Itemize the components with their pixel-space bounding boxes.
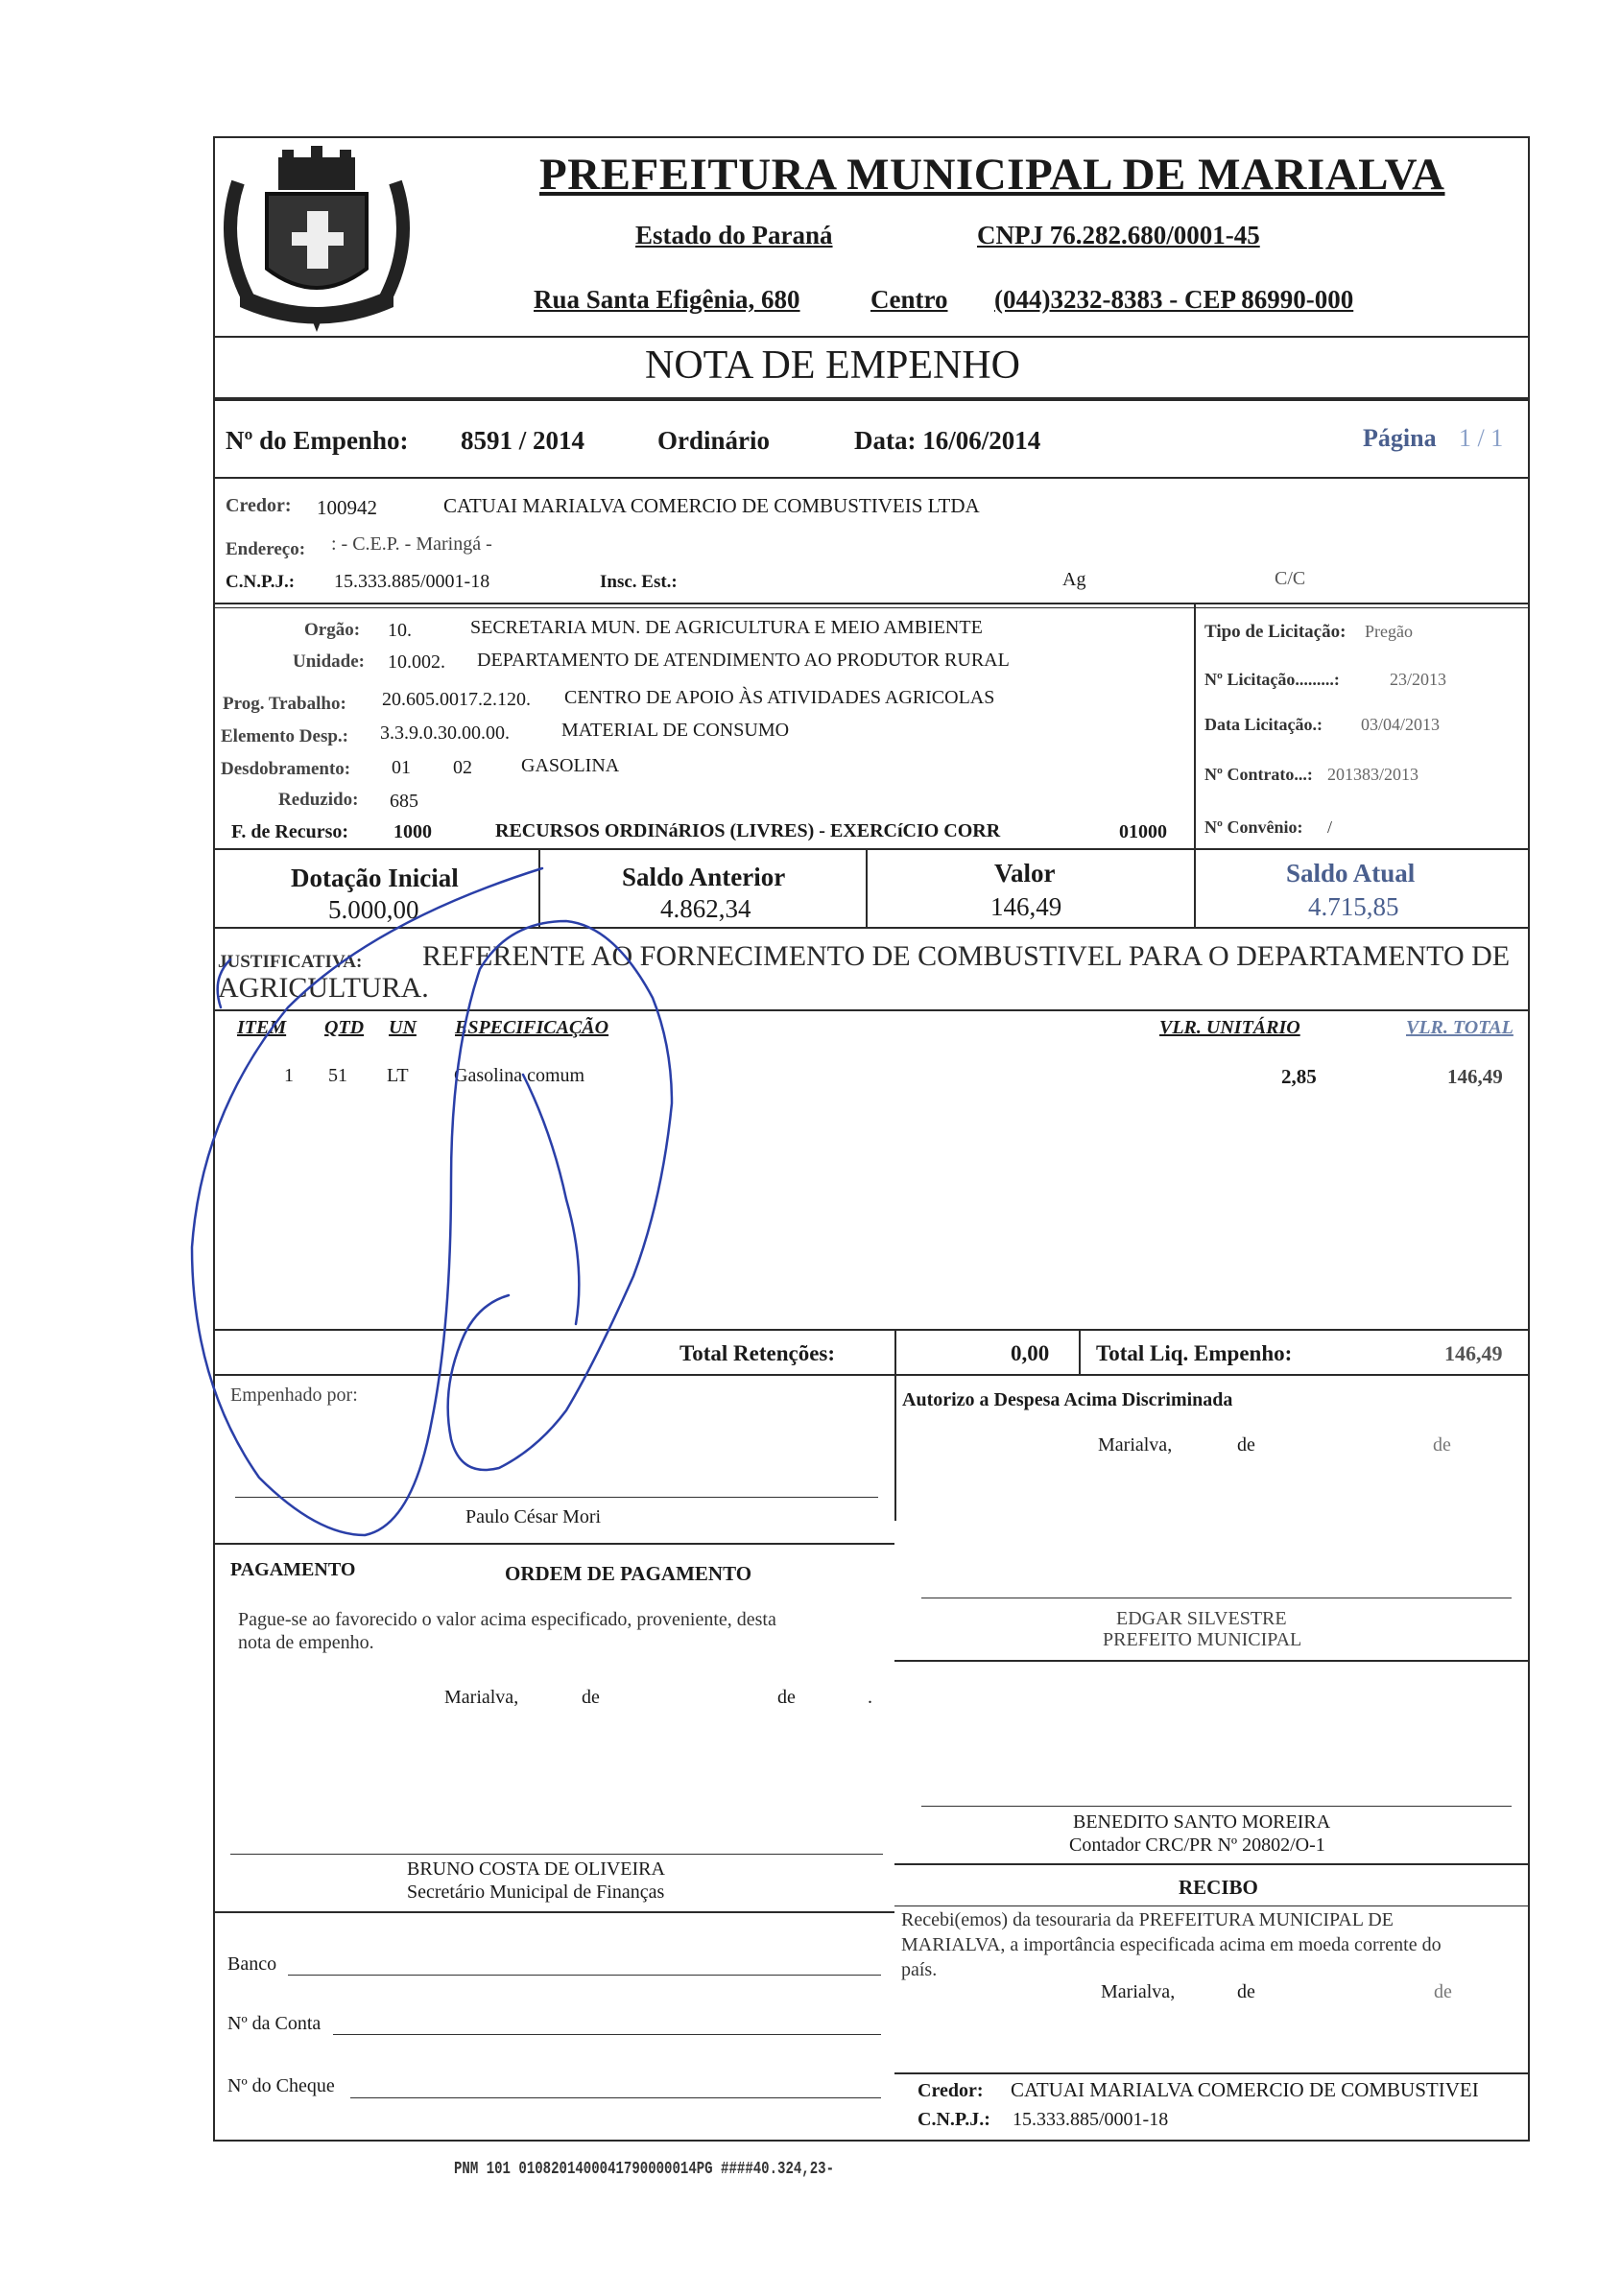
secretario-role: Secretário Municipal de Finanças (407, 1882, 665, 1903)
desd-label: Desdobramento: (221, 759, 351, 779)
header-street: Rua Santa Efigênia, 680 (534, 285, 800, 314)
liq-label: Total Liq. Empenho: (1096, 1341, 1293, 1365)
unidade-label: Unidade: (293, 651, 365, 672)
pagamento-text2: nota de empenho. (238, 1632, 374, 1653)
recibo-title: RECIBO (1179, 1876, 1258, 1899)
cnpj-value: 15.333.885/0001-18 (334, 571, 490, 592)
banco-label: Banco (227, 1953, 277, 1975)
recibo-l2: MARIALVA, a importância especificada acima em moeda corrente do (901, 1934, 1442, 1955)
orgao-code: 10. (388, 620, 412, 641)
pagamento-label: PAGAMENTO (230, 1559, 356, 1580)
contador-name: BENEDITO SANTO MOREIRA (1073, 1811, 1331, 1833)
credor-footer-name: CATUAI MARIALVA COMERCIO DE COMBUSTIVEI (1011, 2078, 1479, 2101)
elem-label: Elemento Desp.: (221, 726, 348, 746)
atual-value: 4.715,85 (1308, 892, 1399, 921)
cc-label: C/C (1275, 568, 1306, 589)
empenhado-name: Paulo César Mori (465, 1506, 602, 1527)
contador-role: Contador CRC/PR Nº 20802/O-1 (1069, 1834, 1325, 1856)
row-un: LT (387, 1065, 409, 1086)
orgao-name: SECRETARIA MUN. DE AGRICULTURA E MEIO AMBIENTE (470, 617, 983, 638)
recibo-l1: Recebi(emos) da tesouraria da PREFEITURA MUNICIPAL DE (901, 1909, 1394, 1930)
rec-label: F. de Recurso: (231, 821, 349, 842)
autorizo-de1: de (1237, 1434, 1255, 1456)
autorizo-city: Marialva, (1098, 1434, 1173, 1456)
rec-code: 1000 (393, 821, 432, 842)
elem-code: 3.3.9.0.30.00.00. (380, 722, 510, 744)
desd-a: 01 (392, 757, 411, 778)
autorizo-label: Autorizo a Despesa Acima Discriminada (902, 1389, 1233, 1410)
red-label: Reduzido: (278, 790, 359, 810)
unidade-name: DEPARTAMENTO DE ATENDIMENTO AO PRODUTOR RURAL (477, 650, 1010, 671)
secretario-name: BRUNO COSTA DE OLIVEIRA (407, 1858, 665, 1880)
autorizo-de2: de (1433, 1434, 1451, 1456)
page-label: Página (1363, 424, 1437, 452)
empenhado-label: Empenhado por: (230, 1385, 358, 1406)
licitacao-num-value: 23/2013 (1390, 670, 1447, 689)
prog-label: Prog. Trabalho: (223, 694, 346, 714)
credor-footer-cnpj-label: C.N.P.J.: (918, 2109, 990, 2130)
desd-name: GASOLINA (521, 755, 620, 776)
row-item: 1 (284, 1065, 294, 1086)
atual-label: Saldo Atual (1286, 859, 1416, 888)
header-phone-cep: (044)3232-8383 - CEP 86990-000 (994, 285, 1354, 314)
address-label: Endereço: (226, 539, 306, 559)
retencoes-value: 0,00 (1011, 1341, 1050, 1365)
dotacao-value: 5.000,00 (328, 895, 419, 924)
row-unit: 2,85 (1281, 1065, 1317, 1088)
header-district: Centro (870, 285, 948, 314)
pagamento-de2: de (777, 1687, 796, 1708)
ag-label: Ag (1062, 569, 1086, 590)
cheque-label: Nº do Cheque (227, 2075, 335, 2096)
tipo-value: Pregão (1365, 622, 1413, 641)
credor-label: Credor: (226, 495, 292, 516)
convenio-label: Nº Convênio: (1204, 817, 1303, 837)
row-total: 146,49 (1447, 1065, 1503, 1088)
prog-code: 20.605.0017.2.120. (382, 689, 531, 710)
credor-footer-label: Credor: (918, 2080, 984, 2101)
header-cnpj: CNPJ 76.282.680/0001-45 (977, 221, 1260, 249)
orgao-label: Orgão: (304, 620, 361, 640)
rec-name: RECURSOS ORDINáRIOS (LIVRES) - EXERCíCIO CORR (495, 820, 1001, 841)
desd-b: 02 (453, 757, 472, 778)
empenho-kind: Ordinário (657, 426, 771, 455)
pagamento-title: ORDEM DE PAGAMENTO (505, 1562, 752, 1585)
unidade-code: 10.002. (388, 651, 445, 673)
row-esp: Gasolina comum (454, 1065, 585, 1086)
col-item-header: ITEM (237, 1017, 287, 1038)
red-value: 685 (390, 791, 418, 812)
anterior-label: Saldo Anterior (622, 863, 786, 891)
cnpj-label: C.N.P.J.: (226, 572, 296, 592)
liq-value: 146,49 (1444, 1341, 1503, 1365)
licitacao-date-value: 03/04/2013 (1361, 715, 1441, 734)
credor-footer-cnpj-value: 15.333.885/0001-18 (1013, 2109, 1169, 2130)
pagamento-de1: de (582, 1687, 600, 1708)
empenho-date: Data: 16/06/2014 (854, 426, 1041, 455)
licitacao-date-label: Data Licitação.: (1204, 715, 1323, 734)
prefeito-name: EDGAR SILVESTRE (1116, 1608, 1287, 1629)
col-esp-header: ESPECIFICAÇÃO (455, 1017, 609, 1038)
empenho-label: Nº do Empenho: (226, 426, 409, 455)
prefeito-role: PREFEITO MUNICIPAL (1103, 1629, 1302, 1650)
dotacao-label: Dotação Inicial (291, 864, 459, 892)
contrato-value: 201383/2013 (1327, 765, 1419, 784)
document-type: NOTA DE EMPENHO (645, 343, 1020, 388)
valor-label: Valor (994, 859, 1056, 888)
justificativa-label: JUSTIFICATIVA: (218, 952, 363, 972)
credor-name: CATUAI MARIALVA COMERCIO DE COMBUSTIVEIS LTDA (443, 494, 980, 517)
justificativa-line1: REFERENTE AO FORNECIMENTO DE COMBUSTIVEL PARA O DEPARTAMENTO DE (422, 940, 1511, 972)
anterior-value: 4.862,34 (660, 894, 751, 923)
header-title: PREFEITURA MUNICIPAL DE MARIALVA (539, 150, 1445, 200)
licitacao-num-label: Nº Licitação.........: (1204, 670, 1340, 689)
col-qtd-header: QTD (324, 1017, 365, 1038)
conta-label: Nº da Conta (227, 2013, 322, 2034)
header-state: Estado do Paraná (635, 221, 833, 249)
recibo-de2: de (1434, 1981, 1452, 2002)
row-qtd: 51 (328, 1065, 347, 1086)
address-value: : - C.E.P. - Maringá - (331, 533, 492, 555)
recibo-de1: de (1237, 1981, 1255, 2002)
insc-label: Insc. Est.: (600, 572, 678, 592)
convenio-value: / (1327, 817, 1333, 837)
col-total-header: VLR. TOTAL (1406, 1017, 1514, 1038)
empenho-number: 8591 / 2014 (461, 426, 585, 455)
col-unit-header: VLR. UNITÁRIO (1159, 1017, 1300, 1038)
recibo-city: Marialva, (1101, 1981, 1176, 2002)
justificativa-line2: AGRICULTURA. (218, 972, 429, 1004)
pagamento-text1: Pague-se ao favorecido o valor acima especificado, proveniente, desta (238, 1609, 776, 1630)
elem-name: MATERIAL DE CONSUMO (561, 720, 790, 741)
tipo-label: Tipo de Licitação: (1204, 622, 1347, 642)
prog-name: CENTRO DE APOIO ÀS ATIVIDADES AGRICOLAS (564, 687, 995, 708)
retencoes-label: Total Retenções: (679, 1341, 836, 1365)
recibo-l3: país. (901, 1959, 938, 1980)
contrato-label: Nº Contrato...: (1204, 765, 1313, 784)
rec-num: 01000 (1119, 821, 1167, 842)
valor-value: 146,49 (990, 892, 1062, 921)
pagamento-dot: . (868, 1687, 872, 1708)
credor-code: 100942 (317, 496, 377, 519)
col-un-header: UN (389, 1017, 417, 1038)
pagamento-city: Marialva, (444, 1687, 519, 1708)
barcode-text: PNM 101 0108201400041790000014PG ####40.324,23- (454, 2160, 834, 2179)
page-value: 1 / 1 (1459, 424, 1504, 452)
